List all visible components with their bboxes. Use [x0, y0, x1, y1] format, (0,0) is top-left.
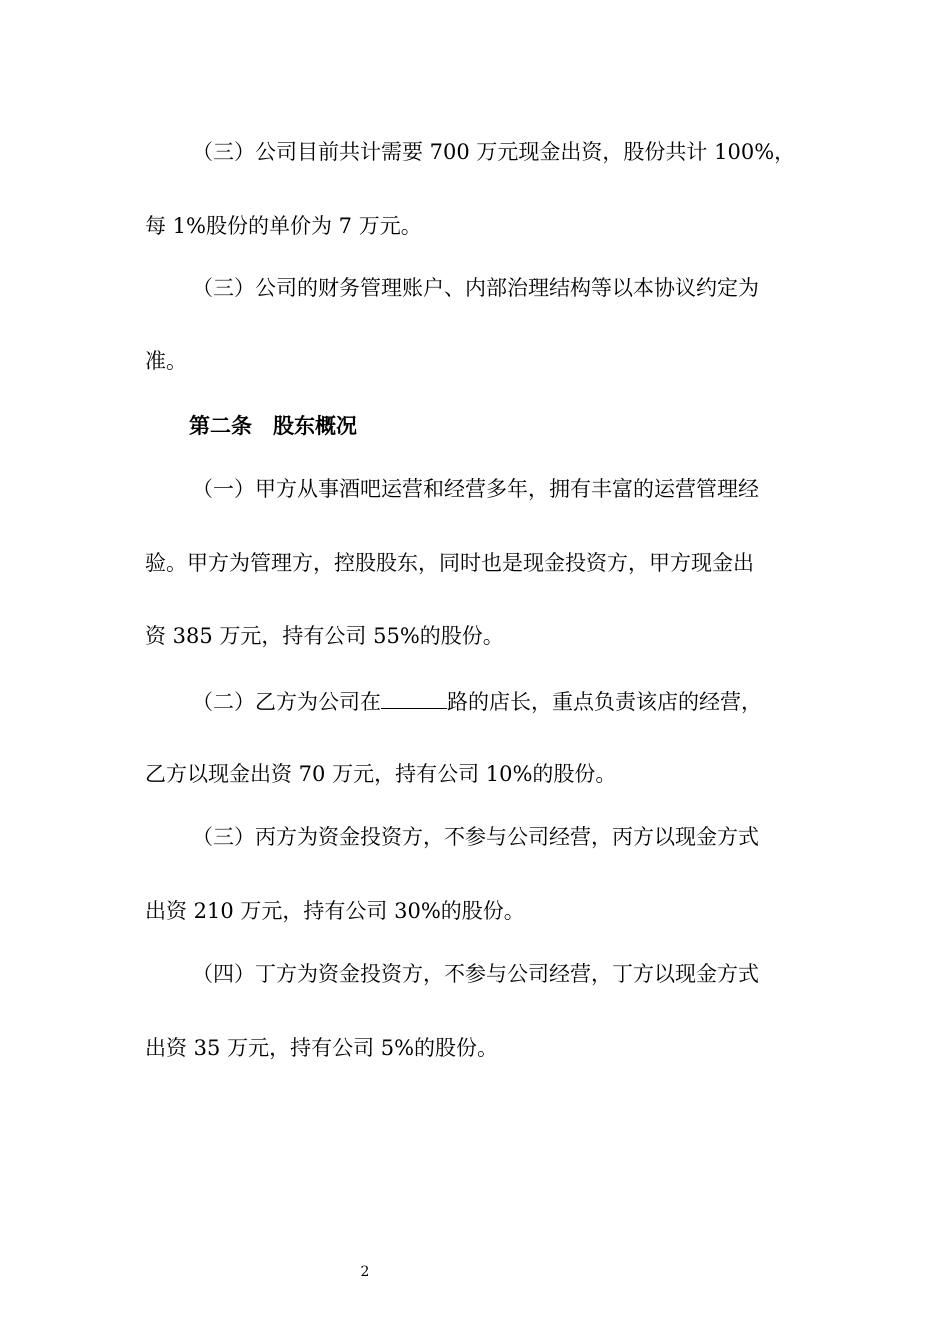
- party-b-text-before-blank: （二）乙方为公司在: [192, 690, 381, 714]
- paragraph-capital-line-2: 每 1%股份的单价为 7 万元。: [145, 214, 422, 238]
- paragraph-governance-line-1: （三）公司的财务管理账户、内部治理结构等以本协议约定为: [192, 276, 759, 300]
- paragraph-party-b-line-1: [192, 686, 762, 716]
- paragraph-capital-line-1: （三）公司目前共计需要 700 万元现金出资，股份共计 100%，: [192, 140, 796, 164]
- paragraph-party-c-line-1: （三）丙方为资金投资方，不参与公司经营，丙方以现金方式: [192, 825, 759, 849]
- paragraph-governance-line-2: 准。: [145, 349, 187, 373]
- paragraph-party-d-line-1: （四）丁方为资金投资方，不参与公司经营，丁方以现金方式: [192, 962, 759, 986]
- section-heading: 第二条 股东概况: [189, 413, 357, 438]
- paragraph-party-a-line-2: 验。甲方为管理方，控股股东，同时也是现金投资方，甲方现金出: [145, 551, 754, 575]
- page-number: 2: [360, 1264, 370, 1280]
- paragraph-party-b-line-2: 乙方以现金出资 70 万元，持有公司 10%的股份。: [145, 762, 617, 786]
- paragraph-party-a-line-1: （一）甲方从事酒吧运营和经营多年，拥有丰富的运营管理经: [192, 477, 759, 501]
- fill-in-blank: [381, 686, 447, 709]
- paragraph-party-c-line-2: 出资 210 万元，持有公司 30%的股份。: [145, 899, 525, 923]
- paragraph-party-a-line-3: 资 385 万元，持有公司 55%的股份。: [145, 624, 504, 648]
- party-b-text-after-blank: 路的店长，重点负责该店的经营，: [447, 690, 762, 714]
- paragraph-party-d-line-2: 出资 35 万元，持有公司 5%的股份。: [145, 1036, 499, 1060]
